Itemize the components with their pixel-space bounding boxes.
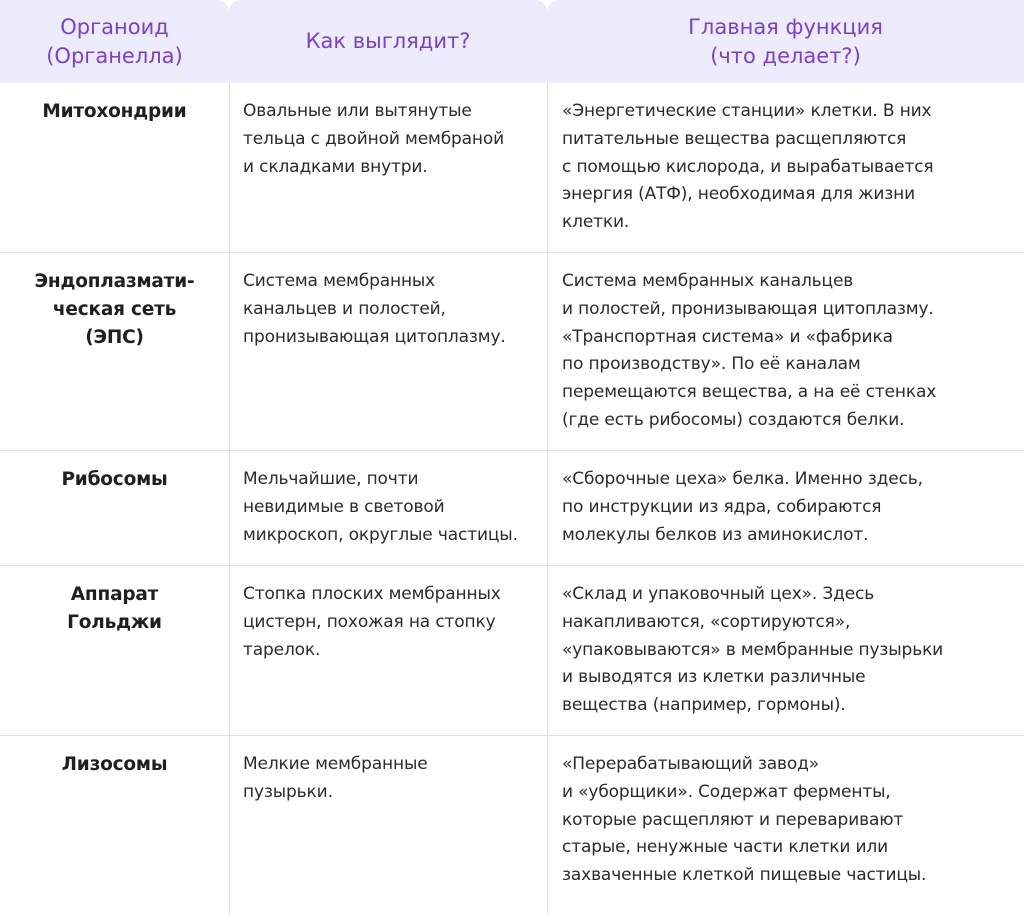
cell-text: «Энергетические станции» клетки. В них xyxy=(562,101,932,121)
cell-text: вещества (например, гормоны). xyxy=(562,695,846,716)
cell-text: ческая сеть xyxy=(52,298,177,320)
cell-text: накапливаются, «сортируются», xyxy=(562,611,851,632)
organelle-appearance xyxy=(229,566,547,735)
header-function xyxy=(547,0,1024,83)
cell-text: и выводятся из клетки различные xyxy=(562,667,866,688)
cell-text: «Перерабатывающий завод» xyxy=(562,754,820,774)
cell-text: клетки. xyxy=(562,212,630,233)
table-row xyxy=(0,565,1024,735)
organelle-function xyxy=(547,451,1024,565)
cell-text: по производству». По её каналам xyxy=(562,354,861,375)
cell-text: пузырьки. xyxy=(243,781,333,802)
cell-text: и полостей, пронизывающая цитоплазму. xyxy=(562,298,934,319)
table-header xyxy=(0,0,1024,83)
cell-text: и «уборщики». Содержат ферменты, xyxy=(562,781,891,802)
header-text: (что делает?) xyxy=(710,43,861,68)
header-text: Органоид xyxy=(60,14,169,39)
cell-text: Система мембранных канальцев xyxy=(562,271,854,291)
cell-text: старые, ненужные части клетки или xyxy=(562,837,889,858)
organelle-function xyxy=(547,736,1024,915)
cell-text: Гольджи xyxy=(67,611,162,633)
header-text: (Органелла) xyxy=(46,43,183,68)
table-row xyxy=(0,252,1024,450)
cell-text: питательные вещества расщепляются xyxy=(562,128,907,149)
cell-text: пронизывающая цитоплазму. xyxy=(243,326,506,347)
cell-text: и складками внутри. xyxy=(243,156,428,177)
organelle-appearance xyxy=(229,253,547,450)
organelle-name xyxy=(0,83,229,252)
organelle-function xyxy=(547,83,1024,252)
organelle-appearance xyxy=(229,451,547,565)
cell-text: которые расщепляют и переваривают xyxy=(562,809,904,830)
cell-text: «упаковываются» в мембранные пузырьки xyxy=(562,639,944,660)
organelle-appearance xyxy=(229,736,547,915)
organelle-name xyxy=(0,566,229,735)
organelle-function xyxy=(547,253,1024,450)
cell-text: Эндоплазмати- xyxy=(34,271,195,292)
header-organelle xyxy=(0,0,229,83)
header-looks xyxy=(229,0,547,83)
cell-text: тельца с двойной мембраной xyxy=(243,128,505,149)
cell-text: Мелкие мембранные xyxy=(243,754,428,774)
cell-text: перемещаются вещества, а на её стенках xyxy=(562,382,937,403)
cell-text: Лизосомы xyxy=(61,754,168,775)
cell-text: Система мембранных xyxy=(243,271,436,291)
header-text: Главная функция xyxy=(688,14,883,39)
cell-text: Рибосомы xyxy=(61,469,168,490)
cell-text: Аппарат xyxy=(70,584,159,605)
cell-text: микроскоп, округлые частицы. xyxy=(243,524,518,545)
cell-text: по инструкции из ядра, собираются xyxy=(562,496,882,517)
cell-text: тарелок. xyxy=(243,639,321,660)
cell-text: цистерн, похожая на стопку xyxy=(243,611,496,632)
cell-text: канальцев и полостей, xyxy=(243,298,446,319)
cell-text: энергия (АТФ), необходимая для жизни xyxy=(562,184,916,205)
table-row xyxy=(0,450,1024,565)
cell-text: с помощью кислорода, и вырабатывается xyxy=(562,156,934,177)
cell-text: Мельчайшие, почти xyxy=(243,469,419,489)
organelle-name xyxy=(0,451,229,565)
cell-text: Стопка плоских мембранных xyxy=(243,584,501,604)
organelle-appearance xyxy=(229,83,547,252)
cell-text: (где есть рибосомы) создаются белки. xyxy=(562,409,905,430)
organelle-function xyxy=(547,566,1024,735)
cell-text: молекулы белков из аминокислот. xyxy=(562,524,869,545)
organelle-name xyxy=(0,736,229,915)
cell-text: захваченные клеткой пищевые частицы. xyxy=(562,865,927,886)
cell-text: «Склад и упаковочный цех». Здесь xyxy=(562,584,875,604)
cell-text: (ЭПС) xyxy=(85,326,144,348)
cell-text: невидимые в световой xyxy=(243,496,445,517)
header-text: Как выглядит? xyxy=(305,29,471,53)
cell-text: Митохондрии xyxy=(42,101,187,122)
table-row xyxy=(0,735,1024,915)
table-row xyxy=(0,83,1024,252)
organelle-name xyxy=(0,253,229,450)
cell-text: «Сборочные цеха» белка. Именно здесь, xyxy=(562,469,923,489)
cell-text: «Транспортная система» и «фабрика xyxy=(562,326,893,347)
cell-text: Овальные или вытянутые xyxy=(243,101,472,121)
